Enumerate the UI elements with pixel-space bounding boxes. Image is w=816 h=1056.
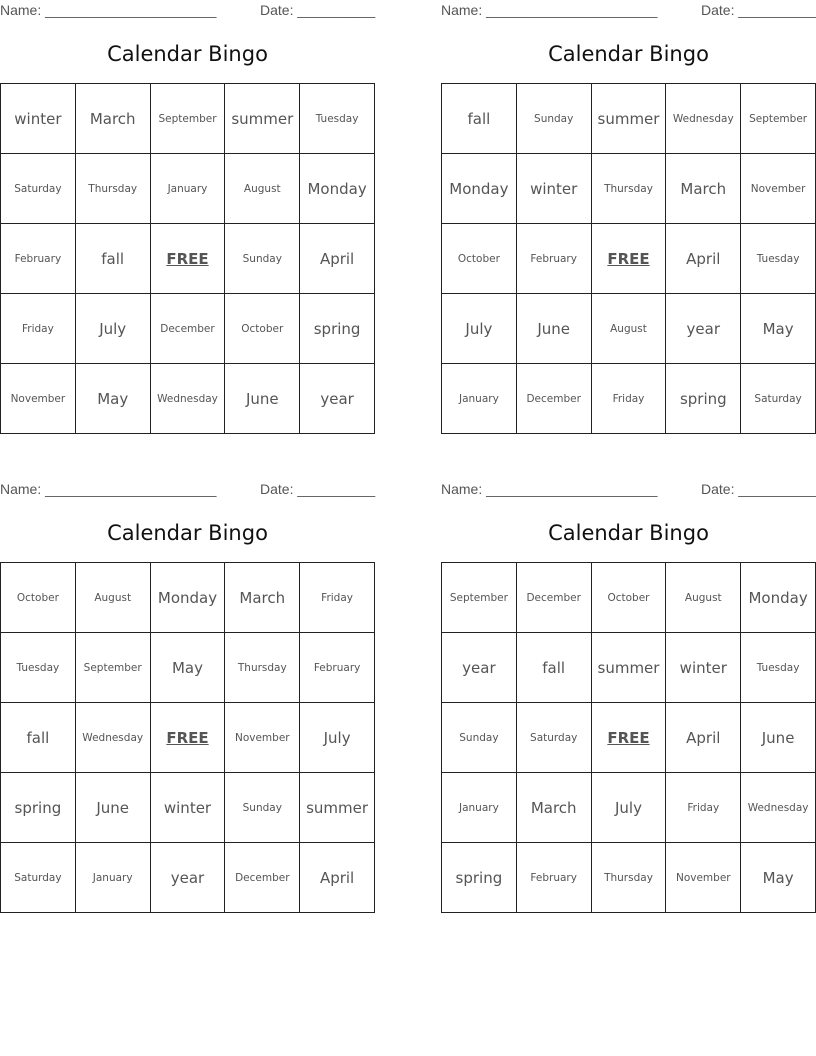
bingo-cell: March	[225, 563, 300, 633]
bingo-cell: fall	[442, 84, 517, 154]
bingo-cell: October	[225, 294, 300, 364]
bingo-cell: June	[741, 703, 816, 773]
bingo-cell: July	[76, 294, 151, 364]
bingo-cell: Friday	[592, 364, 667, 434]
bingo-cell: October	[592, 563, 667, 633]
bingo-grid	[0, 83, 375, 434]
bingo-cell: year	[442, 633, 517, 703]
bingo-cell: summer	[225, 84, 300, 154]
bingo-cell: Thursday	[76, 154, 151, 224]
bingo-cell: year	[151, 843, 226, 913]
free-space-cell: FREE	[592, 703, 667, 773]
card-title: Calendar Bingo	[107, 42, 268, 66]
bingo-cell: December	[517, 364, 592, 434]
bingo-cell: fall	[517, 633, 592, 703]
bingo-cell: June	[225, 364, 300, 434]
card-title: Calendar Bingo	[107, 521, 268, 545]
name-date-line	[441, 2, 816, 20]
bingo-grid	[441, 83, 816, 434]
bingo-cell: December	[517, 563, 592, 633]
bingo-cell: January	[442, 364, 517, 434]
name-field-label: Name: ______________________	[0, 2, 217, 18]
bingo-cell: May	[151, 633, 226, 703]
name-date-line	[441, 481, 816, 499]
bingo-cell: March	[517, 773, 592, 843]
bingo-cell: September	[442, 563, 517, 633]
bingo-cell: spring	[666, 364, 741, 434]
bingo-cell: May	[741, 294, 816, 364]
bingo-cell: Tuesday	[741, 633, 816, 703]
bingo-cell: Saturday	[1, 154, 76, 224]
bingo-cell: May	[741, 843, 816, 913]
bingo-cell: May	[76, 364, 151, 434]
name-field-label: Name: ______________________	[441, 2, 658, 18]
bingo-grid	[441, 562, 816, 913]
bingo-cell: Wednesday	[666, 84, 741, 154]
bingo-grid	[0, 562, 375, 913]
bingo-cell: November	[741, 154, 816, 224]
bingo-cell: Friday	[666, 773, 741, 843]
bingo-cell: June	[76, 773, 151, 843]
bingo-cell: Thursday	[592, 154, 667, 224]
bingo-cell: April	[300, 843, 375, 913]
name-date-line	[0, 481, 375, 499]
bingo-cell: July	[592, 773, 667, 843]
bingo-cell: Monday	[741, 563, 816, 633]
bingo-cell: August	[225, 154, 300, 224]
bingo-cell: Sunday	[225, 224, 300, 294]
bingo-cell: Saturday	[741, 364, 816, 434]
bingo-cell: January	[442, 773, 517, 843]
name-field-label: Name: ______________________	[441, 481, 658, 497]
bingo-cell: November	[225, 703, 300, 773]
bingo-cell: spring	[442, 843, 517, 913]
bingo-cell: August	[666, 563, 741, 633]
bingo-cell: November	[666, 843, 741, 913]
bingo-cell: Monday	[442, 154, 517, 224]
bingo-cell: March	[76, 84, 151, 154]
bingo-cell: Thursday	[592, 843, 667, 913]
bingo-cell: February	[1, 224, 76, 294]
bingo-cell: summer	[300, 773, 375, 843]
bingo-cell: November	[1, 364, 76, 434]
card-title: Calendar Bingo	[548, 521, 709, 545]
bingo-cell: summer	[592, 633, 667, 703]
bingo-cell: February	[517, 224, 592, 294]
bingo-card-4	[441, 479, 816, 919]
bingo-cell: summer	[592, 84, 667, 154]
bingo-cell: Thursday	[225, 633, 300, 703]
bingo-cell: October	[442, 224, 517, 294]
bingo-cell: September	[76, 633, 151, 703]
free-space-cell: FREE	[592, 224, 667, 294]
bingo-cell: spring	[1, 773, 76, 843]
bingo-cell: Tuesday	[300, 84, 375, 154]
bingo-cell: July	[300, 703, 375, 773]
bingo-cell: April	[666, 703, 741, 773]
date-field-label: Date: __________	[260, 481, 376, 497]
bingo-cell: winter	[151, 773, 226, 843]
bingo-cell: Monday	[151, 563, 226, 633]
bingo-cell: Sunday	[225, 773, 300, 843]
bingo-cell: spring	[300, 294, 375, 364]
bingo-cell: December	[225, 843, 300, 913]
bingo-cell: Wednesday	[151, 364, 226, 434]
bingo-cell: April	[300, 224, 375, 294]
date-field-label: Date: __________	[260, 2, 376, 18]
date-field-label: Date: __________	[701, 2, 816, 18]
bingo-cell: January	[151, 154, 226, 224]
bingo-cell: January	[76, 843, 151, 913]
bingo-card-1	[0, 0, 375, 440]
bingo-card-3	[0, 479, 375, 919]
bingo-cell: April	[666, 224, 741, 294]
bingo-cell: February	[517, 843, 592, 913]
bingo-cell: July	[442, 294, 517, 364]
bingo-cell: December	[151, 294, 226, 364]
bingo-cell: winter	[1, 84, 76, 154]
bingo-cell: Wednesday	[741, 773, 816, 843]
name-date-line	[0, 2, 375, 20]
bingo-cell: Saturday	[1, 843, 76, 913]
bingo-cell: fall	[1, 703, 76, 773]
bingo-cell: Friday	[300, 563, 375, 633]
bingo-cell: winter	[517, 154, 592, 224]
bingo-cell: September	[151, 84, 226, 154]
bingo-card-2	[441, 0, 816, 440]
bingo-cell: winter	[666, 633, 741, 703]
bingo-cell: Friday	[1, 294, 76, 364]
bingo-cell: September	[741, 84, 816, 154]
bingo-cell: August	[76, 563, 151, 633]
bingo-cell: year	[300, 364, 375, 434]
bingo-cell: Sunday	[442, 703, 517, 773]
bingo-cell: Wednesday	[76, 703, 151, 773]
bingo-cell: August	[592, 294, 667, 364]
bingo-cell: February	[300, 633, 375, 703]
bingo-cell: June	[517, 294, 592, 364]
bingo-cell: Tuesday	[741, 224, 816, 294]
free-space-cell: FREE	[151, 224, 226, 294]
bingo-cell: fall	[76, 224, 151, 294]
name-field-label: Name: ______________________	[0, 481, 217, 497]
card-title: Calendar Bingo	[548, 42, 709, 66]
bingo-cell: Monday	[300, 154, 375, 224]
free-space-cell: FREE	[151, 703, 226, 773]
date-field-label: Date: __________	[701, 481, 816, 497]
bingo-cell: Saturday	[517, 703, 592, 773]
bingo-cell: October	[1, 563, 76, 633]
bingo-cell: Sunday	[517, 84, 592, 154]
bingo-cell: Tuesday	[1, 633, 76, 703]
bingo-cell: March	[666, 154, 741, 224]
bingo-cell: year	[666, 294, 741, 364]
